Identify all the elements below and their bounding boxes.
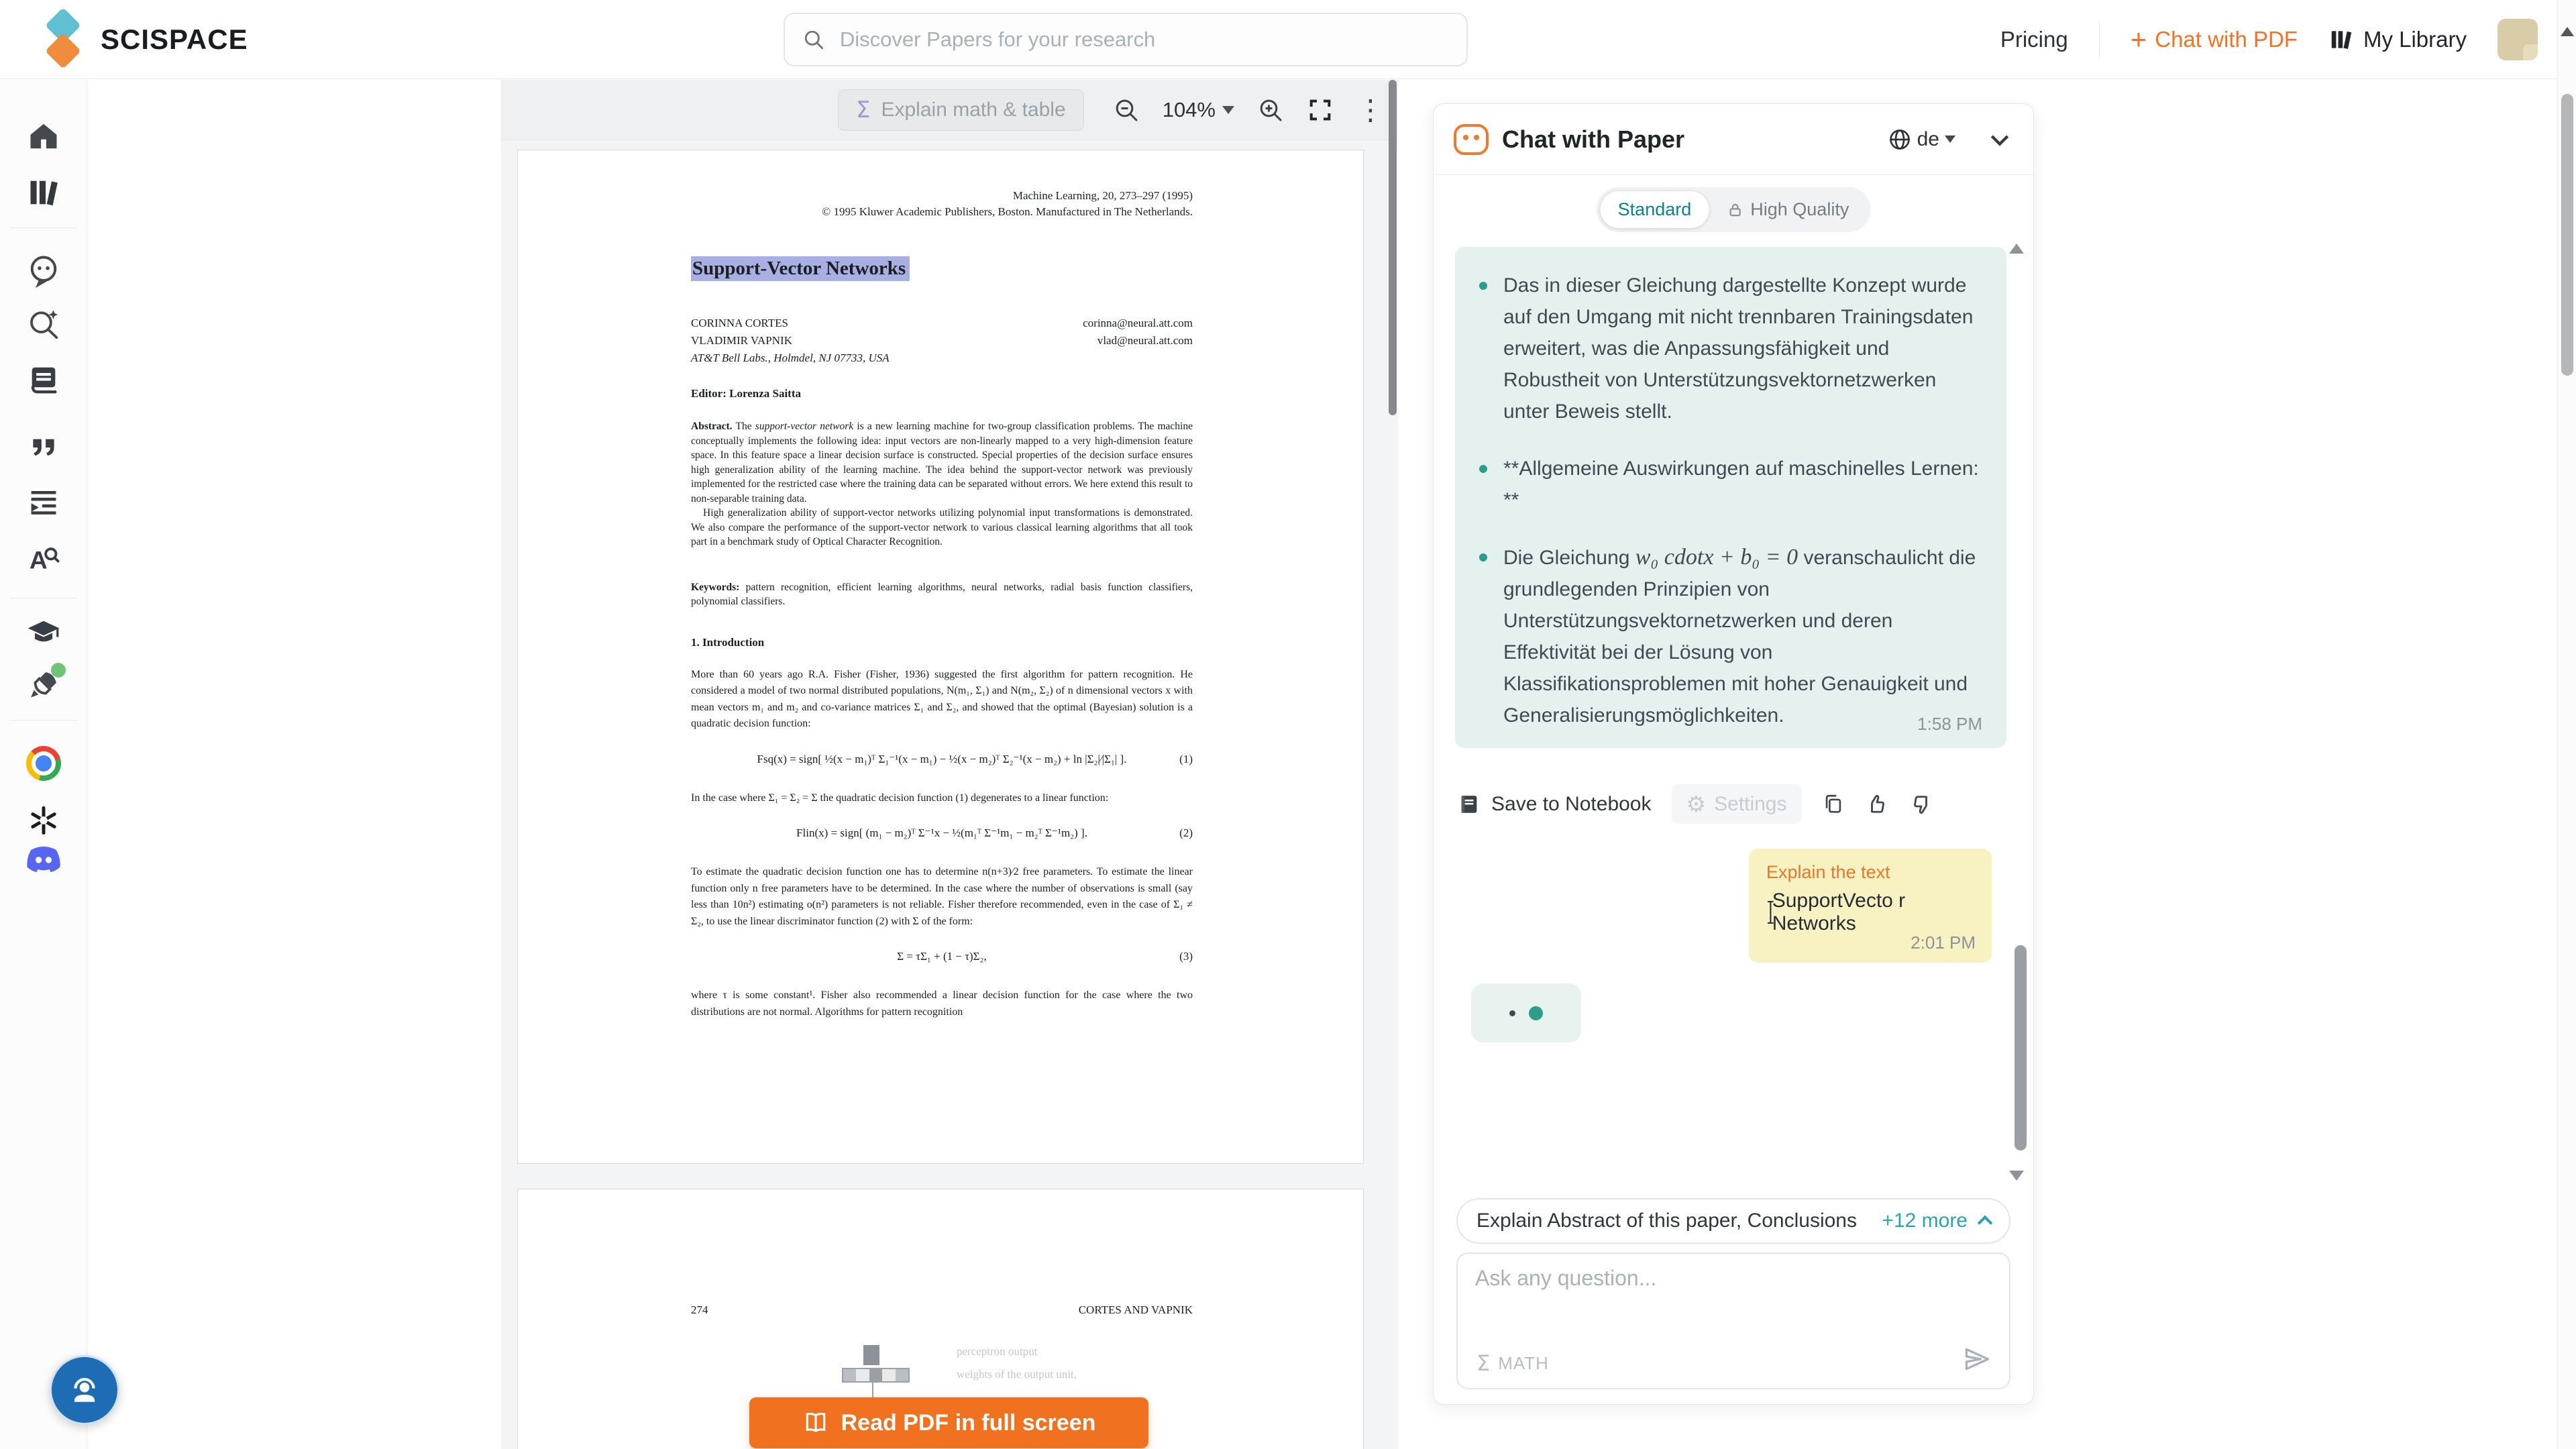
page-number: 274 xyxy=(691,1303,708,1316)
send-icon xyxy=(1962,1344,1992,1374)
support-help-button[interactable] xyxy=(50,1355,119,1425)
user-quote-message xyxy=(1749,849,1992,963)
chat-bot-icon[interactable] xyxy=(24,252,63,290)
bullet-dot xyxy=(1479,282,1487,290)
math-input-button[interactable]: Σ MATH xyxy=(1477,1350,1549,1376)
page2-header xyxy=(691,1303,1193,1317)
chat-robot-icon xyxy=(1454,124,1489,155)
chat-header xyxy=(1434,104,2033,175)
citation-generator-icon[interactable] xyxy=(24,426,63,465)
read-pdf-label: Read PDF in full screen xyxy=(841,1409,1096,1436)
brand[interactable] xyxy=(39,0,248,79)
svg-text:A: A xyxy=(29,545,48,574)
thumbs-down-icon[interactable] xyxy=(1909,792,1933,816)
chat-scroll-down-arrow[interactable] xyxy=(2009,1171,2024,1181)
bullet-dot xyxy=(1479,465,1487,473)
save-to-notebook-button[interactable]: Save to Notebook xyxy=(1458,793,1652,816)
library-icon xyxy=(2328,27,2354,52)
chat-with-pdf-button[interactable]: + Chat with PDF xyxy=(2130,23,2298,55)
chat-scrollbar-thumb[interactable] xyxy=(2015,945,2027,1150)
suggestion-text: Explain Abstract of this paper, Conclusions xyxy=(1477,1210,1857,1232)
author-email: corinna@neural.att.com xyxy=(1083,317,1193,329)
figure-output-node xyxy=(863,1345,879,1365)
zoom-controls xyxy=(1113,80,1385,140)
caret-down-icon xyxy=(1222,106,1234,114)
intro-paragraph: To estimate the quadratic decision function one has to determine n(n+3)∕2 free parameters. To estimate the linear function only n free parameters have to be determined. In the case where the number of observations is small (say less than 10n²) estimating o(n²) parameters is not reliable. Fisher therefore recommended, even in the case of Σ₁ ≠ Σ₂, to use the linear discriminator function (2) with Σ of the form: xyxy=(691,866,1193,927)
more-suggestions-count[interactable]: +12 more xyxy=(1882,1210,1968,1232)
explain-math-table-label: Explain math & table xyxy=(881,99,1066,121)
paraphraser-icon[interactable] xyxy=(24,482,63,521)
sidebar-divider xyxy=(10,227,77,228)
figure-weight-row xyxy=(842,1368,910,1383)
intro-paragraph: More than 60 years ago R.A. Fisher (Fisher, 1936) suggested the first algorithm for pattern recognition. He considered a model of two normal distributed populations, N(m₁, Σ₁) and N(m₂, Σ₂) of n dimensional vectors x with mean vectors m₁ and m₂ and co-variance matrices Σ₁ and Σ₂, and showed that the optimal (Bayesian) solution is a quadratic decision function: xyxy=(691,668,1193,729)
library-icon[interactable] xyxy=(24,173,63,212)
pdf-toolbar xyxy=(501,80,1398,140)
tab-standard[interactable]: Standard xyxy=(1601,191,1709,228)
authors-block xyxy=(691,315,1193,367)
gpt-plugin-icon[interactable] xyxy=(24,801,63,840)
suggested-questions-bar[interactable] xyxy=(1456,1198,2010,1244)
sigma-icon: Σ xyxy=(1477,1350,1491,1376)
chat-scroll-up-arrow[interactable] xyxy=(2009,244,2024,254)
author-email: vlad@neural.att.com xyxy=(1097,334,1193,347)
pdf-viewer xyxy=(501,80,1398,1449)
brand-name: SCISPACE xyxy=(101,23,248,55)
fullscreen-icon[interactable] xyxy=(1307,97,1334,123)
read-pdf-fullscreen-button[interactable] xyxy=(749,1397,1148,1448)
thumbs-up-icon[interactable] xyxy=(1865,792,1889,816)
sigma-icon: Σ xyxy=(856,97,871,123)
quote-action-label: Explain the text xyxy=(1766,862,1890,882)
copyright-line: © 1995 Kluwer Academic Publishers, Boston. Manufactured in The Netherlands. xyxy=(822,205,1193,218)
left-sidebar xyxy=(0,80,87,1449)
search-icon xyxy=(802,28,825,52)
top-bar xyxy=(0,0,2576,79)
equation-3: Σ = τΣ₁ + (1 − τ)Σ₂, (3) xyxy=(897,950,1193,963)
my-library-link[interactable] xyxy=(2328,27,2467,52)
scrollbar-thumb[interactable] xyxy=(2561,94,2573,376)
message-bullet: Das in dieser Gleichung dargestellte Konzept wurde auf den Umgang mit nicht trennbaren Trainingsdaten erweitert, was die Anpassungsfähigkeit und Robustheit von Unterstützungsvektornetzwerken unter Beweis stellt. xyxy=(1479,270,1982,427)
equation-1: Fsq(x) = sign[ ½(x − m₁)ᵀ Σ₁⁻¹(x − m₁) − ½(x − m₂)ᵀ Σ₂⁻¹(x − m₂) + ln |Σ₂|∕|Σ₁| ]. (1) xyxy=(757,752,1193,765)
send-button[interactable] xyxy=(1962,1344,1992,1377)
chrome-extension-icon[interactable] xyxy=(24,744,63,783)
intro-paragraph: where τ is some constant¹. Fisher also recommended a linear decision function for the case where the two distributions are not normal. Algorithms for pattern recognition xyxy=(691,989,1193,1018)
highlighted-title[interactable]: Support-Vector Networks xyxy=(691,256,910,281)
paper-title xyxy=(691,258,1193,280)
discord-icon[interactable] xyxy=(24,840,63,879)
typing-dot xyxy=(1529,1006,1543,1020)
paper-search[interactable] xyxy=(784,13,1468,66)
search-input[interactable] xyxy=(840,28,1449,52)
language-value: de xyxy=(1917,127,1939,150)
copy-icon[interactable] xyxy=(1822,793,1845,816)
message-bullet: Die Gleichung w₀ cdotx + b₀ = 0 veranschaulicht die grundlegenden Prinzipien von Unterstützungsvektornetzwerken und deren Effektivität bei der Lösung von Klassifikationsproblemen mit hoher Genauigkeit und Generalisierungsmöglichkeiten. xyxy=(1479,541,1982,731)
explain-math-table-button[interactable] xyxy=(838,89,1084,131)
scroll-up-arrow[interactable] xyxy=(2561,27,2574,36)
zoom-level-dropdown[interactable] xyxy=(1163,98,1234,122)
author-name: VLADIMIR VAPNIK xyxy=(691,334,792,347)
top-nav xyxy=(2000,0,2538,79)
quoted-text: SupportVecto r Networks xyxy=(1766,890,1974,935)
pdf-page-1 xyxy=(517,150,1364,1164)
caret-down-icon xyxy=(1945,136,1955,143)
collapse-chevron-icon[interactable] xyxy=(1986,126,2013,153)
typing-dot xyxy=(1509,1010,1515,1016)
lock-icon xyxy=(1726,201,1743,219)
browser-scrollbar[interactable] xyxy=(2557,0,2576,1449)
reader-book-icon[interactable] xyxy=(24,360,63,399)
scispace-logo-icon xyxy=(39,9,87,70)
settings-button[interactable]: ⚙ Settings xyxy=(1672,784,1802,824)
question-input[interactable] xyxy=(1475,1266,1992,1340)
zoom-out-icon[interactable] xyxy=(1113,97,1140,123)
literature-search-icon[interactable] xyxy=(24,304,63,343)
editor-line: Editor: Lorenza Saitta xyxy=(691,387,802,400)
home-icon[interactable] xyxy=(24,117,63,156)
abstract: Abstract. The support-vector network is a new learning machine for two-group classification problems. The machine conceptually implements the following idea: input vectors are non-linearly mapped to a very high-dimension feature space. In this feature space a linear decision surface is constructed. Special properties of the decision surface ensures high generalization ability of the learning machine. The idea behind the support-vector network was previously implemented for the restricted case where the training data can be separated without errors. We here extend this result to non-separable training data. High generalization ability of support-vector networks utilizing polynomial input transformations is demonstrated. We also compare the performance of the support-vector network to various classical learning algorithms that all took part in a benchmark study of Optical Character Recognition. xyxy=(691,421,1193,547)
gear-icon: ⚙ xyxy=(1686,791,1707,817)
inline-math: w₀ cdotx + b₀ = 0 xyxy=(1635,545,1799,570)
typing-indicator xyxy=(1471,983,1581,1042)
affiliation: AT&T Bell Labs., Holmdel, NJ 07733, USA xyxy=(691,352,890,364)
section-title: 1. Introduction xyxy=(691,635,765,649)
intro-paragraph: In the case where Σ₁ = Σ₂ = Σ the quadratic decision function (1) degenerates to a linear function: xyxy=(691,792,1109,804)
user-avatar[interactable] xyxy=(2498,19,2538,60)
new-badge-dot xyxy=(51,663,66,678)
chat-with-paper-panel xyxy=(1433,103,2034,1405)
academy-cap-icon[interactable] xyxy=(24,613,63,652)
zoom-level-value: 104% xyxy=(1162,98,1216,121)
assistant-message xyxy=(1455,247,2006,748)
running-header: CORTES AND VAPNIK xyxy=(1078,1303,1193,1316)
chat-with-pdf-label: Chat with PDF xyxy=(2155,27,2298,52)
pricing-link[interactable]: Pricing xyxy=(2000,27,2068,52)
equation-2: Flin(x) = sign[ (m₁ − m₂)ᵀ Σ⁻¹x − ½(m₁ᵀ Σ⁻¹m₁ − m₂ᵀ Σ⁻¹m₂) ]. (2) xyxy=(796,826,1193,839)
figure-label: perceptron output xyxy=(957,1345,1038,1358)
figure-label: weights of the output unit, xyxy=(957,1368,1077,1381)
more-options-icon[interactable]: ⋮ xyxy=(1356,93,1385,127)
globe-icon xyxy=(1888,127,1912,152)
quote-timestamp: 2:01 PM xyxy=(1911,932,1976,953)
message-timestamp: 1:58 PM xyxy=(1917,714,1982,734)
keywords: Keywords: pattern recognition, efficient learning algorithms, neural networks, radial basis function classifiers, polynomial classifiers. xyxy=(691,581,1193,607)
tab-high-quality[interactable]: High Quality xyxy=(1709,191,1866,228)
bullet-dot xyxy=(1479,553,1487,561)
whats-new-rocket-icon[interactable] xyxy=(24,665,63,704)
language-selector[interactable] xyxy=(1888,127,1955,152)
notebook-icon xyxy=(1458,793,1481,816)
author-name: CORINNA CORTES xyxy=(691,317,788,329)
pdf-scrollbar-thumb[interactable] xyxy=(1389,80,1397,415)
journal-line: Machine Learning, 20, 273–297 (1995) xyxy=(1012,189,1193,202)
message-actions xyxy=(1458,784,1933,824)
chat-input-box xyxy=(1456,1252,2010,1389)
ai-detector-icon[interactable] xyxy=(24,539,63,578)
support-person-icon xyxy=(66,1371,103,1409)
quality-tabs xyxy=(1597,187,1871,232)
chevron-up-icon xyxy=(1978,1216,1993,1231)
chat-panel-title: Chat with Paper xyxy=(1502,125,1685,153)
journal-header xyxy=(691,188,1193,220)
message-bullet: **Allgemeine Auswirkungen auf maschinelles Lernen: ** xyxy=(1479,453,1982,516)
open-book-icon xyxy=(802,1409,829,1436)
nav-divider xyxy=(2099,21,2100,58)
my-library-label: My Library xyxy=(2363,27,2467,52)
zoom-in-icon[interactable] xyxy=(1257,97,1284,123)
